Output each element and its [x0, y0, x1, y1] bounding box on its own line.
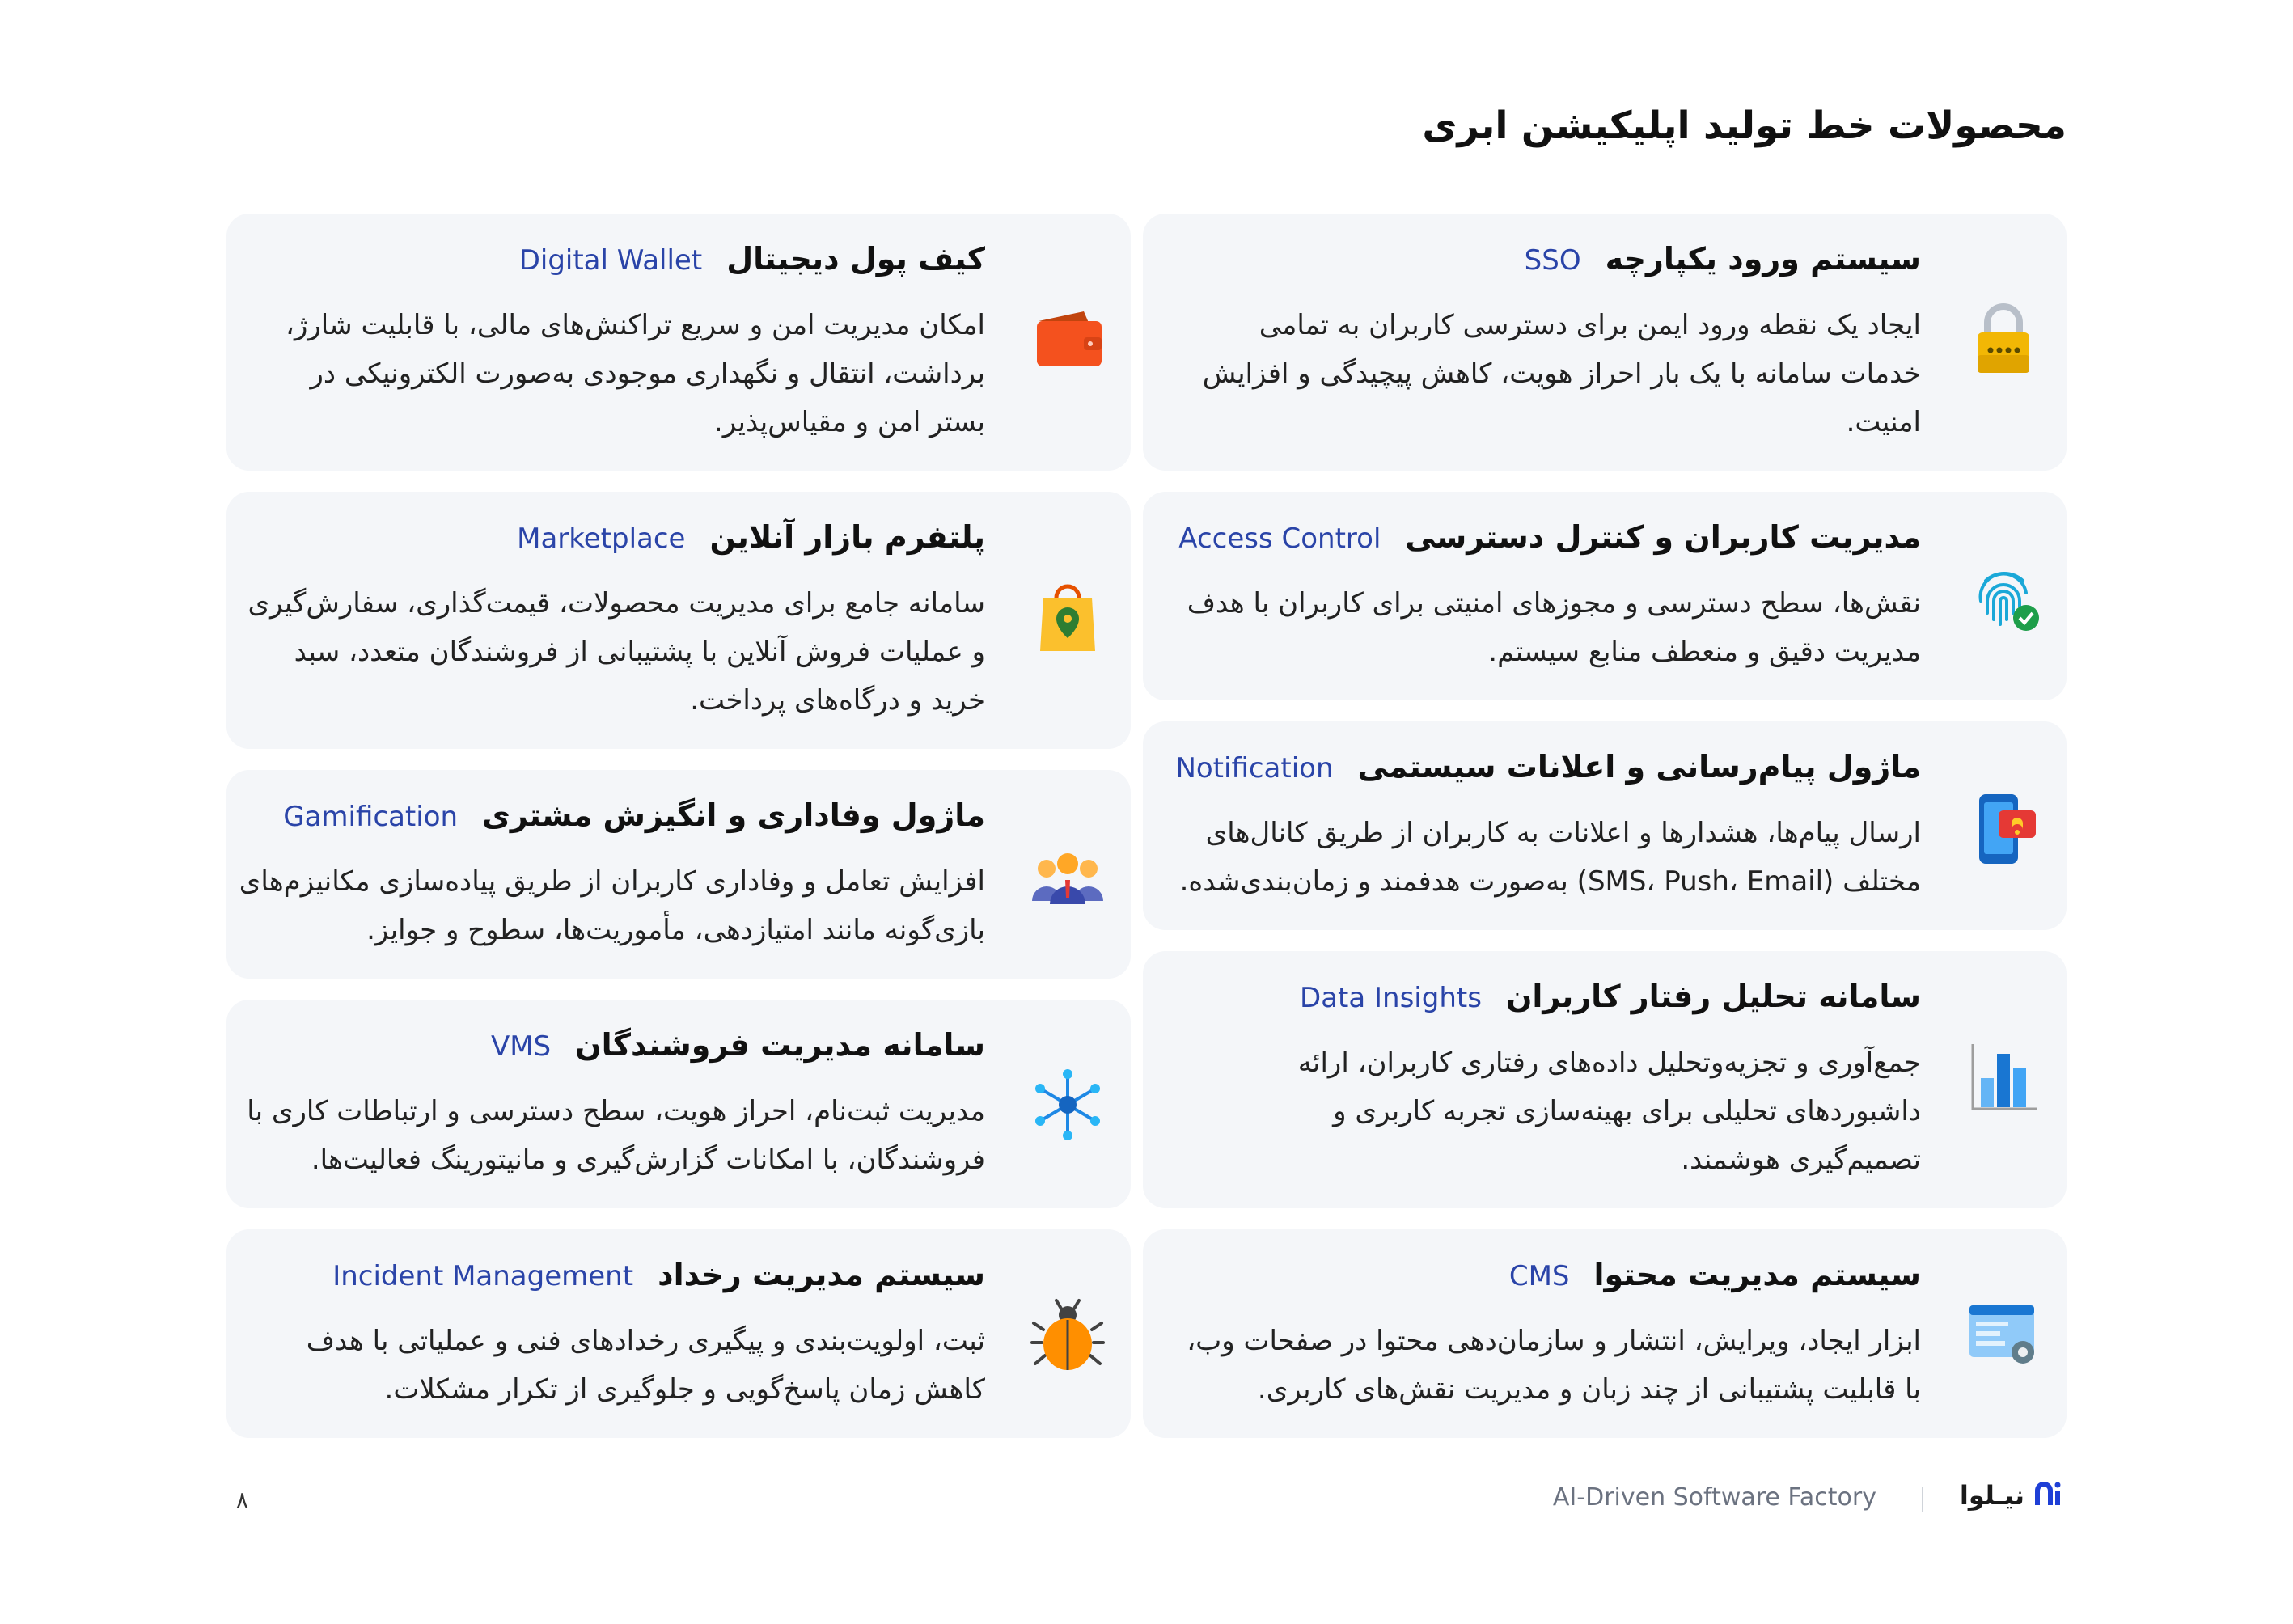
card-english-label: Notification [1175, 752, 1334, 785]
fingerprint-icon [1963, 556, 2044, 637]
card-description: امکان مدیریت امن و سریع تراکنش‌های مالی، با قابلیت شارژ، برداشت، انتقال و نگهداری موجودی به‌صورت الکترونیکی در بستر امن و مقیاس‌پذیر. [286, 309, 985, 438]
card-title: پلتفرم بازار آنلاین [709, 519, 985, 555]
card-sso [1143, 214, 2067, 471]
card-marketplace [226, 492, 1131, 749]
card-vms [226, 1000, 1131, 1208]
card-title: ماژول پیام‌رسانی و اعلانات سیستمی [1357, 749, 1921, 785]
footer-divider [1922, 1487, 1923, 1512]
card-notification [1143, 721, 2067, 930]
card-access-control [1143, 492, 2067, 700]
card-description: جمع‌آوری و تجزیه‌وتحلیل داده‌های رفتاری کاربران، ارائه داشبوردهای تحلیلی برای بهینه‌سازی تجربه کاربری و تصمیم‌گیری هوشمند. [1297, 1047, 1921, 1176]
page-number: ۸ [236, 1487, 249, 1513]
card-title: کیف پول دیجیتال [726, 241, 985, 277]
network-hub-icon [1027, 1064, 1108, 1145]
card-description: نقش‌ها، سطح دسترسی و مجوزهای امنیتی برای کاربران با هدف مدیریت دقیق و منعطف منابع سیستم. [1187, 587, 1921, 668]
brand-logo-icon [2033, 1481, 2065, 1510]
wallet-icon [1027, 298, 1108, 379]
phone-notification-icon [1963, 788, 2044, 869]
bug-icon [1027, 1294, 1108, 1375]
card-description: ابزار ایجاد، ویرایش، انتشار و سازمان‌دهی محتوا در صفحات وب، با قابلیت پشتیبانی از چند زبان و مدیریت نقش‌های کاربری. [1187, 1325, 1921, 1406]
users-group-icon [1027, 835, 1108, 916]
shopping-bag-icon [1027, 577, 1108, 658]
card-english-label: Access Control [1178, 522, 1381, 555]
card-english-label: Data Insights [1300, 982, 1482, 1014]
card-data-insights [1143, 951, 2067, 1208]
card-english-label: Incident Management [332, 1260, 634, 1292]
card-description: سامانه جامع برای مدیریت محصولات، قیمت‌گذاری، سفارش‌گیری و عملیات فروش آنلاین با پشتیبانی از فروشندگان متعدد، سبد خرید و درگاه‌های پرداخت. [247, 587, 985, 717]
card-english-label: Marketplace [517, 522, 686, 555]
web-settings-icon [1963, 1294, 2044, 1375]
card-title: سیستم ورود یکپارچه [1605, 241, 1921, 277]
card-english-label: CMS [1508, 1260, 1570, 1292]
card-title: سامانه مدیریت فروشندگان [575, 1027, 985, 1063]
card-title: مدیریت کاربران و کنترل دسترسی [1405, 519, 1921, 555]
card-description: ارسال پیام‌ها، هشدارها و اعلانات به کاربران از طریق کانال‌های مختلف (SMS، Push، Email) به‌صورت هدفمند و زمان‌بندی‌شده. [1179, 817, 1921, 898]
card-digital-wallet [226, 214, 1131, 471]
card-title: سامانه تحلیل رفتار کاربران [1505, 979, 1921, 1014]
footer-logo [1960, 1480, 2065, 1511]
bar-chart-icon [1963, 1036, 2044, 1117]
card-title: سیستم مدیریت محتوا [1593, 1257, 1921, 1292]
lock-icon [1963, 298, 2044, 379]
card-gamification [226, 770, 1131, 979]
card-description: ایجاد یک نقطه ورود ایمن برای دسترسی کاربران به تمامی خدمات سامانه با یک بار احراز هویت، کاهش پیچیدگی و افزایش امنیت. [1202, 309, 1921, 438]
card-english-label: SSO [1524, 244, 1581, 277]
footer-tagline: AI-Driven Software Factory [1552, 1483, 1876, 1512]
card-description: ثبت، اولویت‌بندی و پیگیری رخدادهای فنی و عملیاتی با هدف کاهش زمان پاسخ‌گویی و جلوگیری از تکرار مشکلات. [306, 1325, 985, 1406]
card-cms [1143, 1229, 2067, 1438]
card-description: افزایش تعامل و وفاداری کاربران از طریق پیاده‌سازی مکانیزم‌های بازی‌گونه مانند امتیازدهی، مأموریت‌ها، سطوح و جوایز. [239, 865, 985, 946]
page-title: محصولات خط تولید اپلیکیشن ابری [1422, 104, 2067, 148]
footer-logo-text: نیـلوا [1959, 1480, 2024, 1511]
card-title: ماژول وفاداری و انگیزش مشتری [482, 797, 985, 833]
card-english-label: Digital Wallet [518, 244, 703, 277]
card-english-label: VMS [490, 1030, 552, 1063]
card-title: سیستم مدیریت رخداد [658, 1257, 985, 1292]
card-incident-management [226, 1229, 1131, 1438]
card-english-label: Gamification [283, 801, 459, 833]
card-description: مدیریت ثبت‌نام، احراز هویت، سطح دسترسی و ارتباطات کاری با فروشندگان، با امکانات گزارش‌گیری و مانیتورینگ فعالیت‌ها. [247, 1095, 985, 1176]
